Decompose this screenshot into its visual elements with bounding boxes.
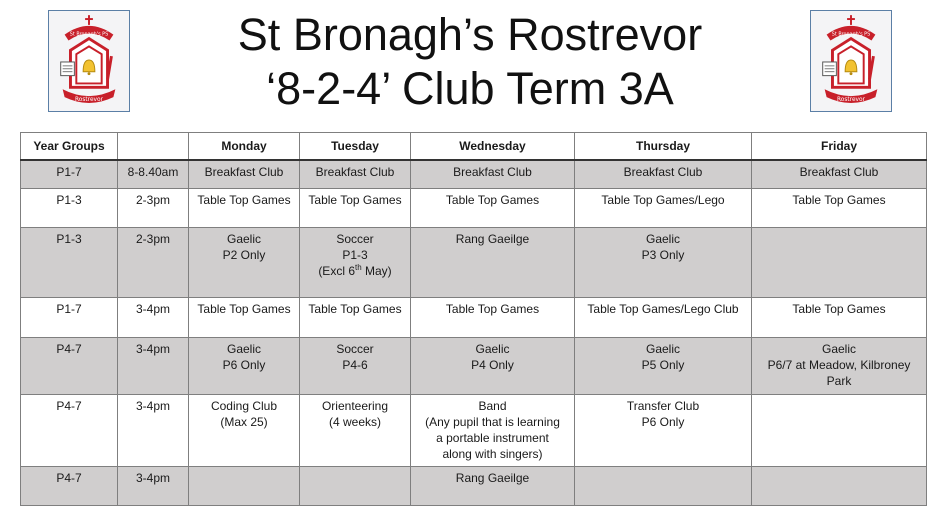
cell-year-group: P4-7 xyxy=(21,394,118,466)
cell-monday: Gaelic P2 Only xyxy=(189,227,300,297)
cell-wednesday: Breakfast Club xyxy=(411,160,575,188)
cell-time: 3-4pm xyxy=(118,297,189,337)
cell-friday: Gaelic P6/7 at Meadow, Kilbroney Park xyxy=(752,337,927,394)
cell-tuesday: Table Top Games xyxy=(300,188,411,227)
cell-friday xyxy=(752,227,927,297)
cell-year-group: P1-3 xyxy=(21,227,118,297)
header-friday: Friday xyxy=(752,133,927,161)
page-title xyxy=(160,8,780,116)
cell-thursday: Table Top Games/Lego Club xyxy=(575,297,752,337)
cell-time: 2-3pm xyxy=(118,188,189,227)
cell-monday: Gaelic P6 Only xyxy=(189,337,300,394)
cell-year-group: P4-7 xyxy=(21,337,118,394)
title-line-2: ‘8-2-4’ Club Term 3A xyxy=(266,63,674,114)
table-row xyxy=(21,297,927,337)
table-row xyxy=(21,337,927,394)
cell-year-group: P1-3 xyxy=(21,188,118,227)
header-row xyxy=(21,133,927,161)
ordinal-suffix: th xyxy=(355,262,362,272)
svg-text:Rostrevor: Rostrevor xyxy=(836,97,866,103)
cell-monday: Breakfast Club xyxy=(189,160,300,188)
cell-tuesday: Table Top Games xyxy=(300,297,411,337)
cell-friday xyxy=(752,394,927,466)
cell-monday xyxy=(189,466,300,505)
table-row xyxy=(21,227,927,297)
cell-monday: Table Top Games xyxy=(189,297,300,337)
cell-year-group: P4-7 xyxy=(21,466,118,505)
schedule-body xyxy=(21,160,927,505)
cell-monday: Table Top Games xyxy=(189,188,300,227)
school-crest-left xyxy=(48,10,130,112)
cell-thursday: Gaelic P3 Only xyxy=(575,227,752,297)
cell-wednesday: Table Top Games xyxy=(411,188,575,227)
cell-wednesday: Gaelic P4 Only xyxy=(411,337,575,394)
cell-tuesday: Orienteering (4 weeks) xyxy=(300,394,411,466)
cell-wednesday: Table Top Games xyxy=(411,297,575,337)
cell-thursday: Transfer Club P6 Only xyxy=(575,394,752,466)
cell-thursday: Table Top Games/Lego xyxy=(575,188,752,227)
svg-text:St Bronagh's PS: St Bronagh's PS xyxy=(831,31,871,38)
cell-thursday: Gaelic P5 Only xyxy=(575,337,752,394)
cell-friday: Table Top Games xyxy=(752,188,927,227)
header-time xyxy=(118,133,189,161)
table-row xyxy=(21,188,927,227)
cell-time: 8-8.40am xyxy=(118,160,189,188)
club-schedule-table xyxy=(20,132,927,506)
cell-year-group: P1-7 xyxy=(21,297,118,337)
cell-thursday xyxy=(575,466,752,505)
cell-wednesday: Rang Gaeilge xyxy=(411,227,575,297)
cell-tuesday: Breakfast Club xyxy=(300,160,411,188)
cell-wednesday: Band (Any pupil that is learning a portable instrument along with singers) xyxy=(411,394,575,466)
svg-text:St Bronagh's PS: St Bronagh's PS xyxy=(69,31,109,38)
header-monday: Monday xyxy=(189,133,300,161)
cell-friday: Table Top Games xyxy=(752,297,927,337)
cell-thursday: Breakfast Club xyxy=(575,160,752,188)
svg-text:Rostrevor: Rostrevor xyxy=(74,97,104,103)
cell-time: 3-4pm xyxy=(118,337,189,394)
cell-time: 3-4pm xyxy=(118,394,189,466)
header-year-groups: Year Groups xyxy=(21,133,118,161)
title-line-1: St Bronagh’s Rostrevor xyxy=(237,9,703,60)
cell-tuesday xyxy=(300,466,411,505)
crest-icon xyxy=(49,11,129,111)
cell-year-group: P1-7 xyxy=(21,160,118,188)
cell-tuesday: Soccer P4-6 xyxy=(300,337,411,394)
cell-friday: Breakfast Club xyxy=(752,160,927,188)
cell-friday xyxy=(752,466,927,505)
cell-monday: Coding Club (Max 25) xyxy=(189,394,300,466)
table-row xyxy=(21,394,927,466)
cell-tuesday: Soccer P1-3 (Excl 6th May) xyxy=(300,227,411,297)
cell-time: 2-3pm xyxy=(118,227,189,297)
cell-wednesday: Rang Gaeilge xyxy=(411,466,575,505)
header-wednesday: Wednesday xyxy=(411,133,575,161)
header-thursday: Thursday xyxy=(575,133,752,161)
school-crest-right xyxy=(810,10,892,112)
table-row xyxy=(21,160,927,188)
table-row xyxy=(21,466,927,505)
cell-time: 3-4pm xyxy=(118,466,189,505)
header-tuesday: Tuesday xyxy=(300,133,411,161)
crest-icon xyxy=(811,11,891,111)
